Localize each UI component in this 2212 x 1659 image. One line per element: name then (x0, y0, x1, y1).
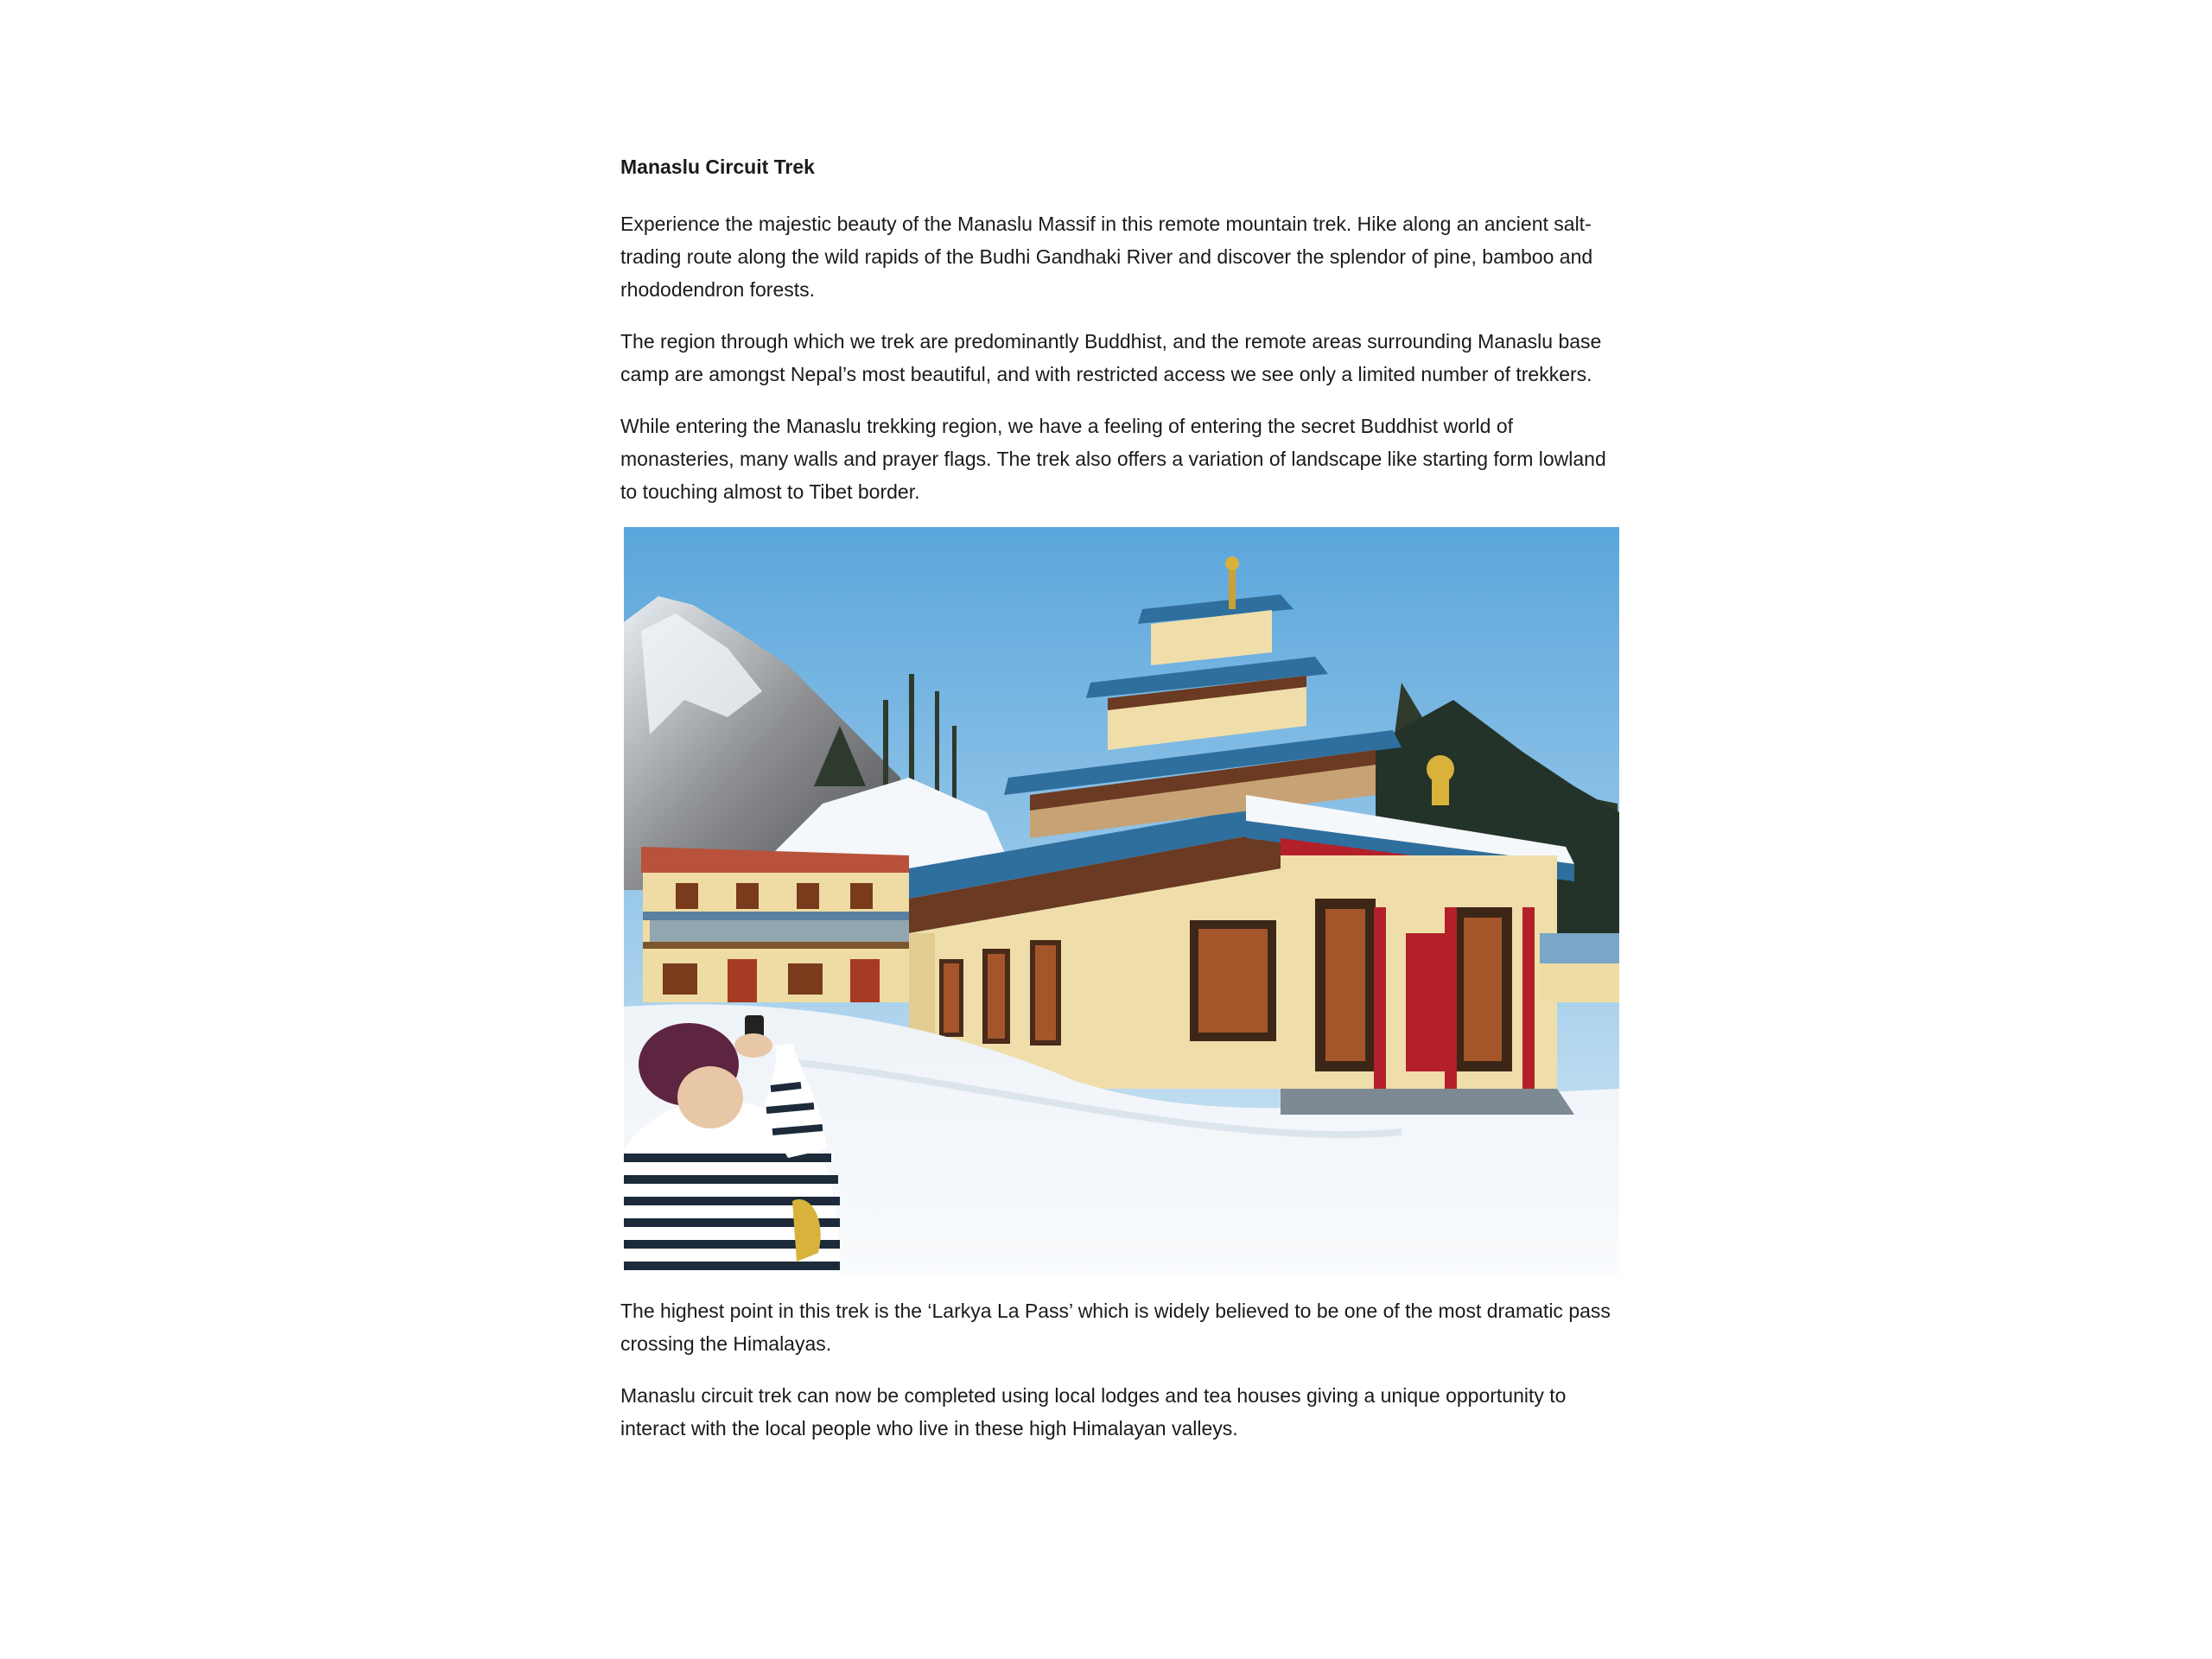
paragraph-tea-houses: Manaslu circuit trek can now be completed using local lodges and tea houses giving a unique opportunity to interact with the local people who live in these high Himalayan valleys. (620, 1384, 1567, 1440)
document-title: Manaslu Circuit Trek (620, 156, 815, 178)
paragraph-larkya-la: The highest point in this trek is the ‘Larkya La Pass’ which is widely believed to be one of the most dramatic pass crossing the Himalayas. (620, 1300, 1611, 1355)
document-body (620, 152, 1628, 1464)
paragraph-intro: Experience the majestic beauty of the Manaslu Massif in this remote mountain trek. Hike along an ancient salt-trading route along the wild rapids of the Budhi Gandhaki River and discover the splendor of pine, bamboo and rhododendron forests. (620, 213, 1593, 301)
left-building (641, 847, 909, 1002)
paragraph-entering: While entering the Manaslu trekking region, we have a feeling of entering the secret Buddhist world of monasteries, many walls and prayer flags. The trek also offers a variation of landscape like starting form lowland to touching almost to Tibet border. (620, 415, 1606, 503)
paragraph-region: The region through which we trek are predominantly Buddhist, and the remote areas surrounding Manaslu base camp are amongst Nepal’s most beautiful, and with restricted access we see only a limited number of trekkers. (620, 330, 1602, 385)
monastery-photo-illustration (624, 527, 1619, 1275)
monastery-photo (624, 527, 1619, 1275)
